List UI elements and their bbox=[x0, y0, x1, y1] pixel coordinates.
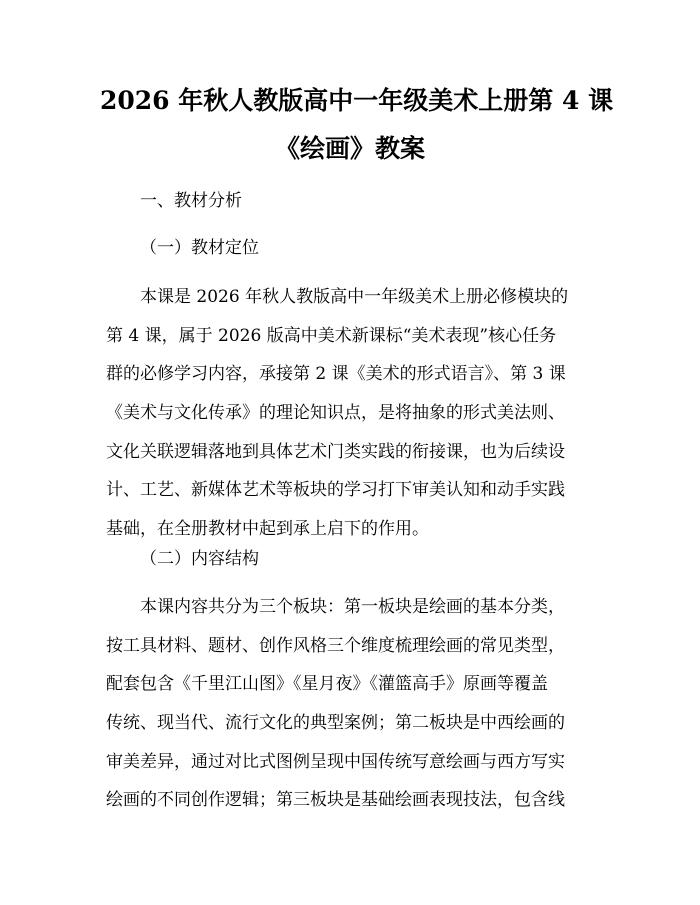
paragraph-line: 本课是 2026 年秋人教版高中一年级美术上册必修模块的 bbox=[140, 287, 569, 307]
subsection-heading-positioning: （一）教材定位 bbox=[140, 238, 259, 258]
paragraph-line: 本课内容共分为三个板块：第一板块是绘画的基本分类， bbox=[140, 597, 565, 617]
paragraph-line: 群的必修学习内容，承接第 2 课《美术的形式语言》、第 3 课 bbox=[106, 364, 566, 385]
paragraph-line: 计、工艺、新媒体艺术等板块的学习打下审美认知和动手实践 bbox=[106, 480, 565, 501]
document-title-line-1: 2026 年秋人教版高中一年级美术上册第 4 课 bbox=[100, 86, 614, 115]
paragraph-line: 《美术与文化传承》的理论知识点，是将抽象的形式美法则、 bbox=[106, 403, 565, 424]
paragraph-structure bbox=[106, 595, 598, 827]
paragraph-line: 第 4 课，属于 2026 版高中美术新课标“美术表现”核心任务 bbox=[106, 325, 557, 346]
paragraph-line: 传统、现当代、流行文化的典型案例；第二板块是中西绘画的 bbox=[106, 713, 565, 734]
paragraph-line: 文化关联逻辑落地到具体艺术门类实践的衔接课，也为后续设 bbox=[106, 441, 565, 462]
paragraph-line: 基础，在全册教材中起到承上启下的作用。 bbox=[106, 519, 429, 540]
paragraph-line: 配套包含《千里江山图》《星月夜》《灌篮高手》原画等覆盖 bbox=[106, 674, 548, 695]
paragraph-line: 绘画的不同创作逻辑；第三板块是基础绘画表现技法，包含线 bbox=[106, 790, 565, 811]
paragraph-line: 审美差异，通过对比式图例呈现中国传统写意绘画与西方写实 bbox=[106, 751, 565, 772]
paragraph-line: 按工具材料、题材、创作风格三个维度梳理绘画的常见类型， bbox=[106, 635, 565, 656]
document-title-line-2: 《绘画》教案 bbox=[274, 134, 425, 163]
paragraph-positioning bbox=[106, 285, 598, 556]
subsection-heading-structure: （二）内容结构 bbox=[140, 549, 259, 569]
section-heading-textbook-analysis: 一、教材分析 bbox=[140, 191, 242, 211]
